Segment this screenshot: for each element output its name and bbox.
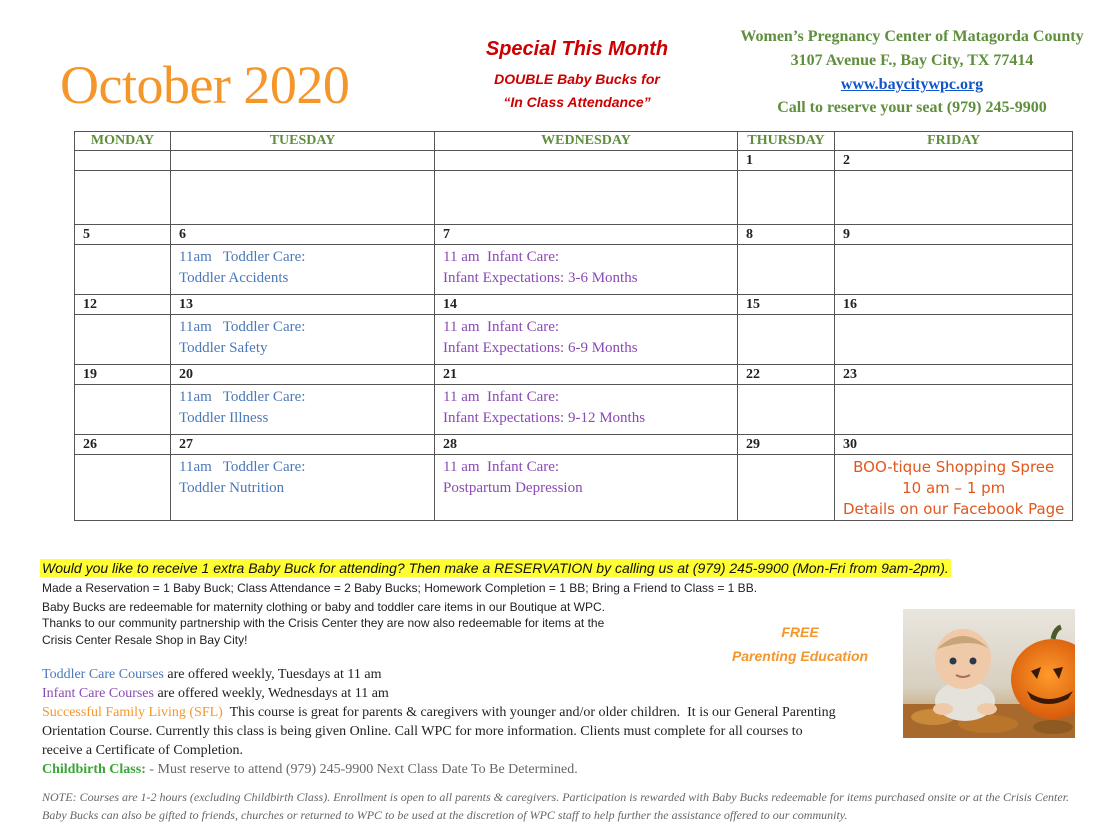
week-3-events: [75, 315, 1073, 365]
event-topic: Toddler Illness: [179, 410, 269, 426]
event-topic: Toddler Nutrition: [179, 480, 285, 496]
date-cell: 27: [171, 435, 435, 455]
bootique-details: Details on our Facebook Page: [843, 500, 1065, 518]
week-5-events: [75, 455, 1073, 521]
event-time-line: 11am Toddler Care:: [179, 249, 306, 265]
toddler-care-event: [171, 385, 435, 435]
day-header-wednesday: WEDNESDAY: [435, 132, 738, 151]
event-time-line: 11 am Infant Care:: [443, 249, 560, 265]
event-cell: [171, 171, 435, 225]
event-time-line: 11am Toddler Care:: [179, 319, 306, 335]
date-cell: 29: [738, 435, 835, 455]
event-cell: [75, 171, 171, 225]
special-line-1: DOUBLE Baby Bucks for: [494, 71, 660, 87]
infant-courses-name: Infant Care Courses: [42, 686, 154, 701]
event-cell: [835, 245, 1073, 295]
date-cell: 1: [738, 151, 835, 171]
special-title: Special This Month: [485, 38, 669, 60]
parenting-education-label: Parenting Education: [731, 648, 869, 664]
event-cell: [835, 385, 1073, 435]
calendar-table: [74, 131, 1073, 521]
event-topic: Infant Expectations: 3-6 Months: [443, 270, 638, 286]
bootique-time: 10 am – 1 pm: [902, 479, 1006, 497]
event-topic: Infant Expectations: 9-12 Months: [443, 410, 646, 426]
toddler-courses-line: [42, 665, 381, 684]
org-name: Women’s Pregnancy Center of Matagorda County: [740, 28, 1084, 45]
event-time-line: 11 am Infant Care:: [443, 459, 560, 475]
toddler-courses-text: are offered weekly, Tuesdays at 11 am: [163, 667, 382, 682]
week-2-dates: [75, 225, 1073, 245]
sfl-line-3: receive a Certificate of Completion.: [42, 743, 243, 758]
event-time-line: 11am Toddler Care:: [179, 459, 306, 475]
baby-pumpkin-photo: [903, 609, 1075, 738]
baby-pumpkin-image: [903, 609, 1075, 738]
date-cell: 28: [435, 435, 738, 455]
infant-courses-line: [42, 684, 389, 703]
day-header-friday: FRIDAY: [835, 132, 1073, 151]
page-title: October 2020: [60, 55, 350, 115]
event-time-line: 11 am Infant Care:: [443, 389, 560, 405]
sfl-line-1: [42, 703, 836, 722]
date-cell: 26: [75, 435, 171, 455]
org-website-link[interactable]: www.baycitywpc.org: [840, 76, 984, 93]
date-cell: 6: [171, 225, 435, 245]
infant-care-event: [435, 455, 738, 521]
childbirth-line: [42, 760, 578, 779]
date-cell: 14: [435, 295, 738, 315]
date-cell: [435, 151, 738, 171]
date-cell: 23: [835, 365, 1073, 385]
event-time-line: 11am Toddler Care:: [179, 389, 306, 405]
date-cell: 9: [835, 225, 1073, 245]
week-3-dates: [75, 295, 1073, 315]
event-topic: Postpartum Depression: [443, 480, 583, 496]
day-header-tuesday: TUESDAY: [171, 132, 435, 151]
date-cell: 21: [435, 365, 738, 385]
infant-care-event: [435, 245, 738, 295]
event-cell: [75, 385, 171, 435]
calendar-header-row: [75, 132, 1073, 151]
date-cell: 2: [835, 151, 1073, 171]
free-label: FREE: [781, 624, 819, 640]
event-cell: [75, 245, 171, 295]
org-address: 3107 Avenue F., Bay City, TX 77414: [790, 52, 1034, 69]
date-cell: 30: [835, 435, 1073, 455]
date-cell: 20: [171, 365, 435, 385]
toddler-care-event: [171, 455, 435, 521]
bootique-event: [835, 455, 1073, 521]
week-1-dates: [75, 151, 1073, 171]
date-cell: 8: [738, 225, 835, 245]
event-cell: [738, 245, 835, 295]
partnership-line-2: Crisis Center Resale Shop in Bay City!: [42, 633, 248, 647]
date-cell: 5: [75, 225, 171, 245]
baby-bucks-rules: Made a Reservation = 1 Baby Buck; Class Attendance = 2 Baby Bucks; Homework Completion = 1 BB; Bring a Friend to Class = 1 BB.: [42, 581, 758, 595]
date-cell: [75, 151, 171, 171]
childbirth-text: - Must reserve to attend (979) 245-9900 Next Class Date To Be Determined.: [145, 762, 578, 777]
event-cell: [738, 455, 835, 521]
week-4-events: [75, 385, 1073, 435]
date-cell: 13: [171, 295, 435, 315]
infant-courses-text: are offered weekly, Wednesdays at 11 am: [153, 686, 389, 701]
reservation-highlight: Would you like to receive 1 extra Baby Buck for attending? Then make a RESERVATION by calling us at (979) 245-9900 (Mon-Fri from 9am-2pm).: [42, 560, 949, 576]
date-cell: [171, 151, 435, 171]
partnership-line: Thanks to our community partnership with the Crisis Center they are now also redeemable for items at the: [42, 616, 605, 630]
event-cell: [435, 171, 738, 225]
week-1-events: [75, 171, 1073, 225]
toddler-courses-name: Toddler Care Courses: [42, 667, 164, 682]
date-cell: 16: [835, 295, 1073, 315]
date-cell: 15: [738, 295, 835, 315]
day-header-thursday: THURSDAY: [738, 132, 835, 151]
date-cell: 7: [435, 225, 738, 245]
infant-care-event: [435, 385, 738, 435]
baby-bucks-redeem: Baby Bucks are redeemable for maternity clothing or baby and toddler care items in our Boutique at WPC.: [42, 600, 605, 614]
bootique-title: BOO-tique Shopping Spree: [853, 458, 1055, 476]
date-cell: 12: [75, 295, 171, 315]
event-cell: [738, 315, 835, 365]
childbirth-name: Childbirth Class:: [42, 762, 146, 777]
day-header-monday: MONDAY: [75, 132, 171, 151]
event-topic: Toddler Safety: [179, 340, 268, 356]
special-line-2: “In Class Attendance”: [503, 94, 651, 110]
event-topic: Infant Expectations: 6-9 Months: [443, 340, 638, 356]
footer-note: NOTE: Courses are 1-2 hours (excluding Childbirth Class). Enrollment is open to all parents & caregivers. Participation is rewarded with Baby Bucks redeemable for items purchased onsite or at the Crisis Center. Baby Bucks can also be gifted to friends, churches or returned to WPC to be used at the discretion of WPC staff to help further the assistance offered to our community.: [42, 790, 1070, 822]
event-cell: [835, 315, 1073, 365]
event-topic: Toddler Accidents: [179, 270, 289, 286]
sfl-name: Successful Family Living (SFL): [42, 705, 223, 720]
event-cell: [75, 455, 171, 521]
toddler-care-event: [171, 315, 435, 365]
sfl-text-1: This course is great for parents & caregivers with younger and/or older children. It is our General Parenting: [222, 705, 836, 720]
event-cell: [835, 171, 1073, 225]
week-5-dates: [75, 435, 1073, 455]
week-4-dates: [75, 365, 1073, 385]
event-time-line: 11 am Infant Care:: [443, 319, 560, 335]
toddler-care-event: [171, 245, 435, 295]
date-cell: 22: [738, 365, 835, 385]
org-call-line: Call to reserve your seat (979) 245-9900: [777, 99, 1047, 116]
date-cell: 19: [75, 365, 171, 385]
event-cell: [738, 385, 835, 435]
event-cell: [75, 315, 171, 365]
event-cell: [738, 171, 835, 225]
infant-care-event: [435, 315, 738, 365]
sfl-line-2: Orientation Course. Currently this class is being given Online. Call WPC for more information. Clients must complete for all courses to: [42, 724, 803, 739]
week-2-events: [75, 245, 1073, 295]
